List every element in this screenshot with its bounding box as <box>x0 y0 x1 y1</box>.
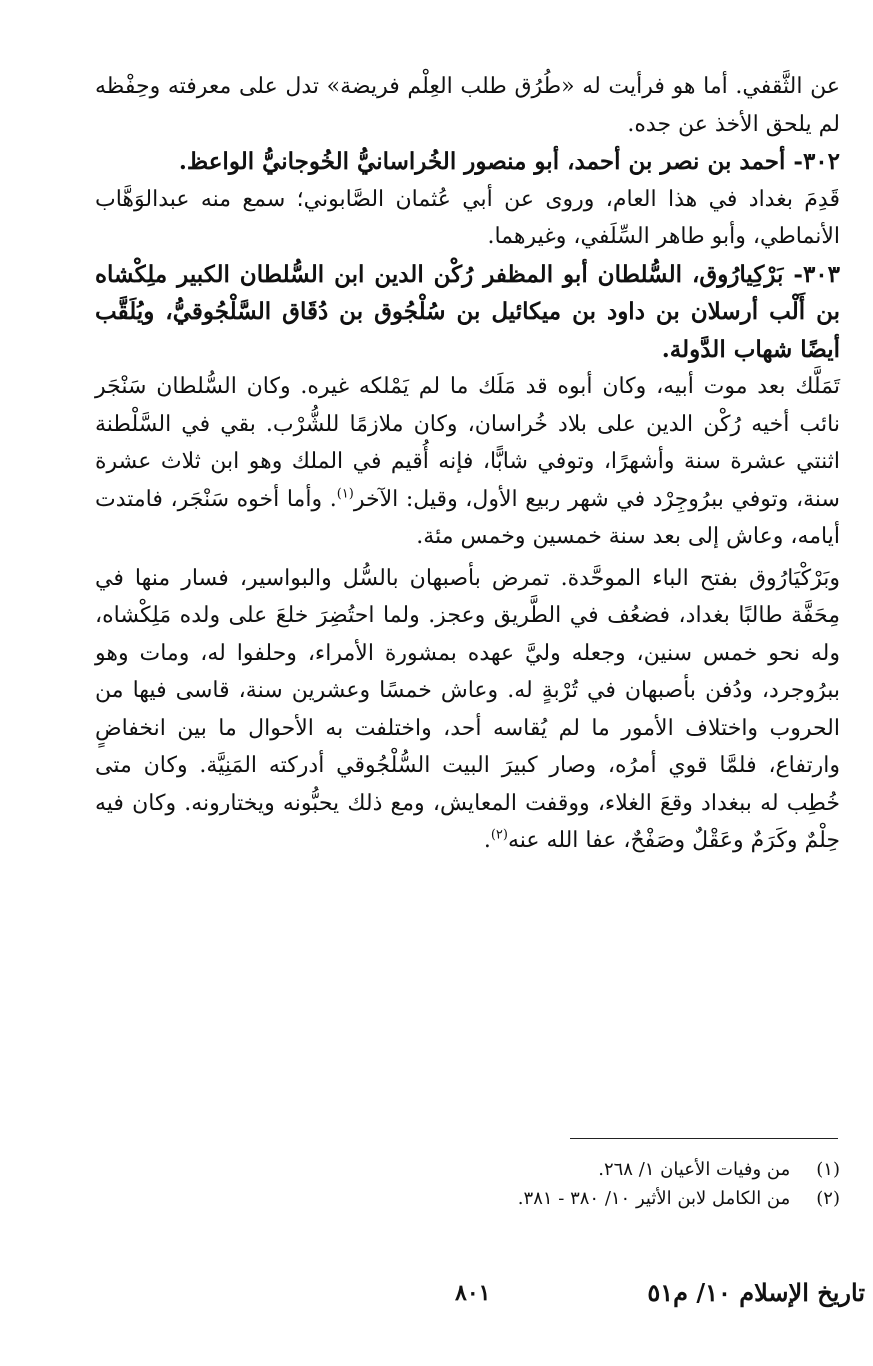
footnote-1-mark: (١) <box>816 1159 840 1180</box>
paragraph-entry-303-death-text: وبَرْكْيَارُوق بفتح الباء الموحَّدة. تمرض بأصبهان بالسُّل والبواسير، فسار منها في مِحَفَّة طالبًا بغداد، فضعُف في الطَّريق وعجز. ولما احتُضِرَ خلعَ على ولده مَلِكْشاه، وله نحو خمس سنين، وجعله وليَّ عهده بمشورة الأمراء، وحلفوا له، ومات وهو ببرُوجرد، ودُفن بأصبهان في تُرْبةٍ له. وعاش خمسًا وعشرين سنة، قاسى فيها من الحروب واختلاف الأمور ما لم يُقاسه أحد، واختلفت به الأحوال ما بين انخفاضٍ وارتفاع، فلمَّا قوي أمرُه، وصار كبيرَ البيت السُّلْجُوقي أدركته المَنِيَّة. وكان متى خُطِب له ببغداد وقعَ الغلاء، ووقفت المعايش، ومع ذلك يحبُّونه ويختارونه. وكان فيه حِلْمٌ وكَرَمٌ وعَقْلٌ وصَفْحٌ، عفا الله عنه <box>95 565 840 853</box>
footnote-ref-2[interactable]: (٢) <box>490 827 508 843</box>
paragraph-entry-303-death-tail: . <box>483 828 491 853</box>
footnote-2-mark: (٢) <box>816 1188 840 1209</box>
entry-302-heading <box>95 143 840 181</box>
paragraph-entry-303-death <box>95 560 840 860</box>
entry-303-number: ٣٠٣- <box>793 260 840 288</box>
footer-book-title: تاريخ الإسلام ١٠/ م٥١ <box>647 1278 865 1307</box>
paragraph-intro: عن الثَّقفي. أما هو فرأيت له «طُرُق طلب العِلْم فريضة» تدل على معرفته وحِفْظه لم يلحق الأخذ عن جده. <box>95 74 840 137</box>
page-number: ٨٠١ <box>455 1280 491 1306</box>
entry-303-heading <box>95 256 840 369</box>
paragraph-entry-303-reign <box>95 368 840 556</box>
footnote-ref-1[interactable]: (١) <box>336 486 354 502</box>
page-footer <box>95 1278 865 1318</box>
footnotes <box>95 1155 840 1213</box>
page-body <box>95 68 840 860</box>
footnote-1 <box>95 1155 840 1184</box>
footnote-divider <box>570 1138 838 1139</box>
footnote-1-text: من وفيات الأعيان ١/ ٢٦٨. <box>598 1159 791 1180</box>
footnote-2-text: من الكامل لابن الأثير ١٠/ ٣٨٠ - ٣٨١. <box>517 1188 791 1209</box>
paragraph-entry-303-reign-tail: . وأما أخوه سَنْجَر، فامتدت أيامه، وعاش إلى بعد سنة خمسين وخمس مئة. <box>95 486 840 549</box>
entry-303-title: بَرْكِيارُوق، السُّلطان أبو المظفر رُكْن الدين ابن السُّلطان الكبير ملِكْشاه بن أَلْب أرسلان بن داود بن ميكائيل بن سُلْجُوق بن دُقَاق السَّلْجُوقيُّ، ويُلَقَّب أيضًا شهاب الدَّولة. <box>95 260 840 363</box>
entry-302-title: أحمد بن نصر بن أحمد، أبو منصور الخُراسانيُّ الخُوجانيُّ الواعظ. <box>178 148 786 175</box>
paragraph-entry-302: قَدِمَ بغداد في هذا العام، وروى عن أبي عُثمان الصَّابوني؛ سمع منه عبدالوَهَّاب الأنماطي، وأبو طاهر السِّلَفي، وغيرهما. <box>95 186 840 249</box>
paragraph-entry-303-reign-text: تَمَلَّك بعد موت أبيه، وكان أبوه قد مَلَك ما لم يَمْلكه غيره. وكان السُّلطان سَنْجَر نائب أخيه رُكْن الدين على بلاد خُراسان، وكان ملازمًا للشُّرْب. بقي في السَّلْطنة اثنتي عشرة سنة وأشهرًا، وتوفي شابًّا، فإنه أُقيم في الملك وهو ابن ثلاث عشرة سنة، وتوفي ببرُوجِرْد في شهر ربيع الأول، وقيل: الآخر <box>95 374 840 512</box>
entry-302-number: ٣٠٢- <box>793 148 840 175</box>
footnote-2 <box>95 1184 840 1213</box>
